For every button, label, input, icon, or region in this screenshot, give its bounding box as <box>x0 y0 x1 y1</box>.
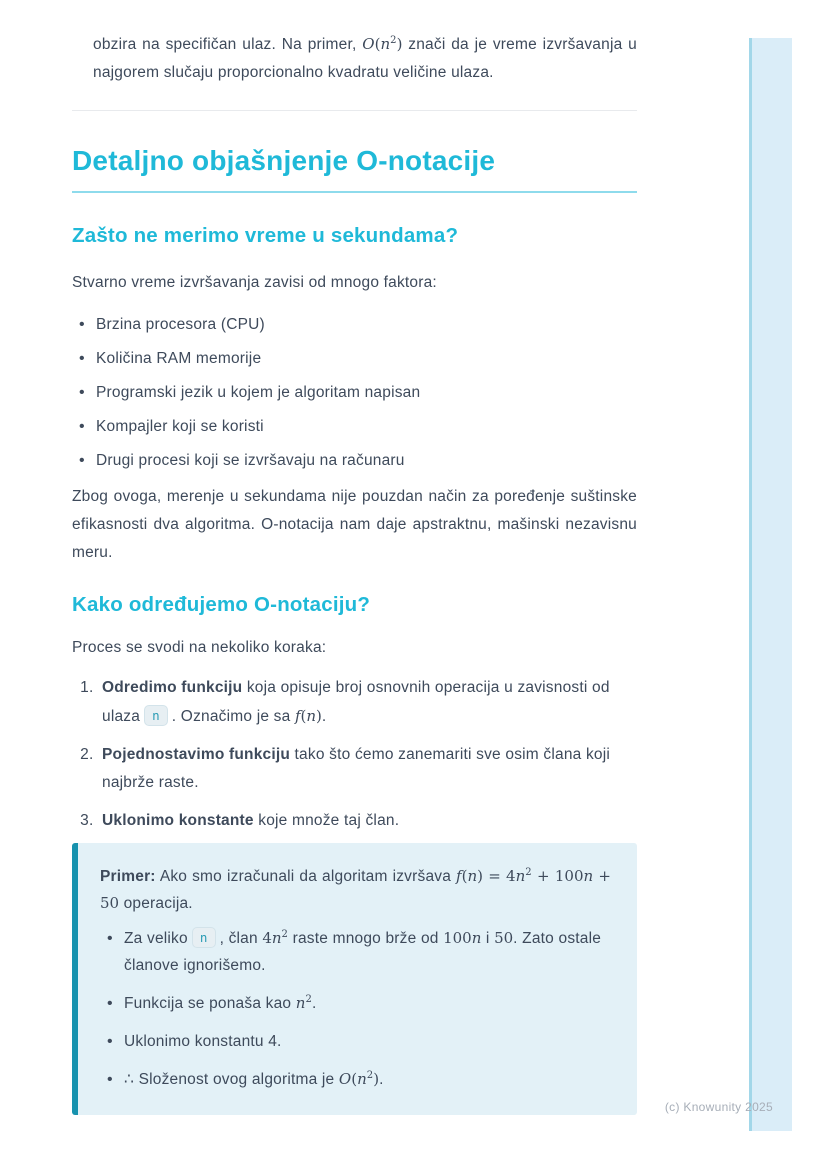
example-callout <box>72 843 637 1115</box>
main-heading: Detaljno objašnjenje O-notacije <box>72 143 637 193</box>
example-list-item: • ∴ Složenost ovog algoritma je $O(n^2)$. <box>100 1066 611 1093</box>
example-bullets-list <box>100 925 611 1093</box>
example-list-item: • Za veliko n , član $4n^2$ raste mnogo brže od 100n i 50. Zato ostale članove ignorišemo. <box>100 925 611 979</box>
subheading-how-determine: Kako određujemo O-notaciju? <box>72 593 371 616</box>
step-list-item: 2. Pojednostavimo funkciju tako što ćemo zanemariti sve osim člana koji najbrže raste. <box>98 741 637 797</box>
factors-list <box>72 311 637 475</box>
how-intro-paragraph: Proces se svodi na nekoliko koraka: <box>72 639 327 656</box>
step-list-item: 3. Uklonimo konstante koje množe taj član. <box>98 807 637 835</box>
example-lead-paragraph: Primer: Ako smo izračunali da algoritam izvršava $f(n) = 4n^2 + 100n + 50$ operacija. <box>100 866 611 912</box>
page-edge-strip <box>749 38 792 1131</box>
section-divider <box>72 110 637 111</box>
document-content <box>72 0 637 1115</box>
intro-paragraph: obzira na specifičan ulaz. Na primer, $O(n^2)$ znači da je vreme izvršavanja u najgorem slučaju proporcionalno kvadratu veličine ulaza. <box>93 34 637 81</box>
inline-code-chip: n <box>144 705 168 726</box>
copyright-footer: (c) Knowunity 2025 <box>664 1100 773 1114</box>
step-list-item: 1. Odredimo funkciju koja opisuje broj osnovnih operacija u zavisnosti od ulaza n . Označimo je sa f(n). <box>98 674 637 731</box>
example-list-item: • Funkcija se ponaša kao $n^2$. <box>100 990 611 1017</box>
factor-list-item: • Količina RAM memorije <box>72 345 637 373</box>
why-intro-paragraph: Stvarno vreme izvršavanja zavisi od mnogo faktora: <box>72 274 437 291</box>
why-conclusion-paragraph: Zbog ovoga, merenje u sekundama nije pouzdan način za poređenje suštinske efikasnosti dva algoritma. O-notacija nam daje apstraktnu, mašinski nezavisnu meru. <box>72 488 637 561</box>
steps-list <box>72 674 637 835</box>
factor-list-item: • Brzina procesora (CPU) <box>72 311 637 339</box>
inline-code-chip: n <box>192 927 216 948</box>
subheading-why-not-seconds: Zašto ne merimo vreme u sekundama? <box>72 224 459 247</box>
factor-list-item: • Drugi procesi koji se izvršavaju na računaru <box>72 447 637 475</box>
example-list-item: • Uklonimo konstantu 4. <box>100 1028 611 1055</box>
factor-list-item: • Programski jezik u kojem je algoritam napisan <box>72 379 637 407</box>
factor-list-item: • Kompajler koji se koristi <box>72 413 637 441</box>
